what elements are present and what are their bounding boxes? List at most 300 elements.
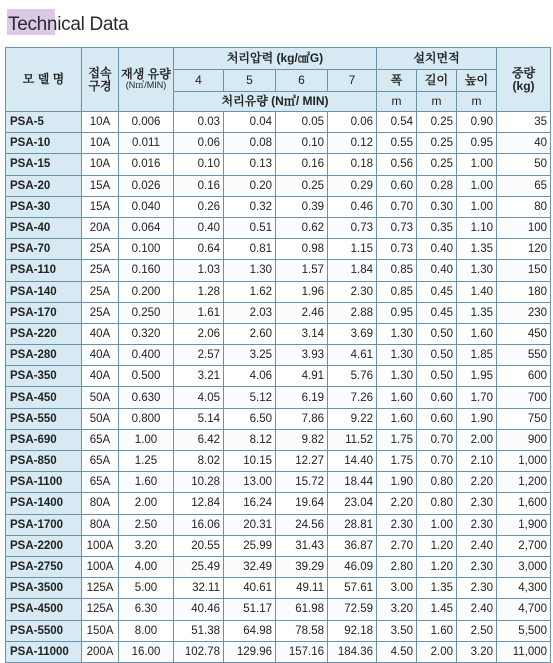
flow-6-cell: 2.46 bbox=[276, 302, 328, 323]
regen-flow-cell: 2.50 bbox=[119, 514, 174, 535]
height-cell: 1.35 bbox=[457, 239, 497, 260]
length-cell: 0.50 bbox=[417, 323, 457, 344]
model-cell: PSA-40 bbox=[6, 217, 82, 238]
flow-5-cell: 16.24 bbox=[224, 493, 276, 514]
weight-cell: 1,200 bbox=[497, 472, 551, 493]
weight-cell: 80 bbox=[497, 196, 551, 217]
flow-4-cell: 1.28 bbox=[174, 281, 224, 302]
connection-cell: 40A bbox=[82, 366, 119, 387]
width-cell: 1.60 bbox=[377, 408, 417, 429]
flow-4-cell: 102.78 bbox=[174, 641, 224, 662]
table-row bbox=[6, 472, 551, 493]
model-cell: PSA-1100 bbox=[6, 472, 82, 493]
table-row bbox=[6, 408, 551, 429]
height-cell: 2.00 bbox=[457, 429, 497, 450]
width-cell: 1.75 bbox=[377, 451, 417, 472]
flow-7-cell: 18.44 bbox=[328, 472, 377, 493]
flow-5-cell: 0.04 bbox=[224, 112, 276, 133]
height-cell: 2.10 bbox=[457, 451, 497, 472]
weight-cell: 11,000 bbox=[497, 641, 551, 662]
length-cell: 0.25 bbox=[417, 154, 457, 175]
table-row bbox=[6, 175, 551, 196]
weight-cell: 450 bbox=[497, 323, 551, 344]
flow-4-cell: 4.05 bbox=[174, 387, 224, 408]
connection-cell: 200A bbox=[82, 641, 119, 662]
width-cell: 0.85 bbox=[377, 281, 417, 302]
model-cell: PSA-4500 bbox=[6, 599, 82, 620]
table-row bbox=[6, 620, 551, 641]
weight-cell: 1,600 bbox=[497, 493, 551, 514]
connection-cell: 100A bbox=[82, 556, 119, 577]
width-cell: 2.20 bbox=[377, 493, 417, 514]
table-row bbox=[6, 345, 551, 366]
regen-flow-cell: 2.00 bbox=[119, 493, 174, 514]
weight-cell: 550 bbox=[497, 345, 551, 366]
header-pressure-5: 5 bbox=[224, 70, 276, 92]
connection-cell: 20A bbox=[82, 217, 119, 238]
table-row bbox=[6, 387, 551, 408]
weight-cell: 50 bbox=[497, 154, 551, 175]
header-connection: 접속 구경 bbox=[82, 48, 119, 112]
connection-cell: 80A bbox=[82, 514, 119, 535]
flow-6-cell: 0.25 bbox=[276, 175, 328, 196]
flow-4-cell: 1.61 bbox=[174, 302, 224, 323]
flow-4-cell: 1.03 bbox=[174, 260, 224, 281]
regen-flow-cell: 8.00 bbox=[119, 620, 174, 641]
flow-7-cell: 57.61 bbox=[328, 578, 377, 599]
length-cell: 0.70 bbox=[417, 429, 457, 450]
flow-7-cell: 28.81 bbox=[328, 514, 377, 535]
height-cell: 1.35 bbox=[457, 302, 497, 323]
flow-4-cell: 40.46 bbox=[174, 599, 224, 620]
regen-flow-cell: 1.00 bbox=[119, 429, 174, 450]
model-cell: PSA-850 bbox=[6, 451, 82, 472]
flow-5-cell: 0.32 bbox=[224, 196, 276, 217]
flow-4-cell: 3.21 bbox=[174, 366, 224, 387]
height-cell: 2.30 bbox=[457, 578, 497, 599]
table-body bbox=[6, 112, 551, 663]
connection-cell: 80A bbox=[82, 493, 119, 514]
length-cell: 0.40 bbox=[417, 239, 457, 260]
table-row bbox=[6, 366, 551, 387]
regen-flow-cell: 5.00 bbox=[119, 578, 174, 599]
length-cell: 2.00 bbox=[417, 641, 457, 662]
table-row bbox=[6, 429, 551, 450]
connection-cell: 125A bbox=[82, 599, 119, 620]
width-cell: 1.75 bbox=[377, 429, 417, 450]
weight-cell: 180 bbox=[497, 281, 551, 302]
flow-4-cell: 51.38 bbox=[174, 620, 224, 641]
regen-flow-cell: 0.800 bbox=[119, 408, 174, 429]
height-cell: 1.00 bbox=[457, 154, 497, 175]
height-cell: 2.20 bbox=[457, 472, 497, 493]
regen-flow-cell: 0.500 bbox=[119, 366, 174, 387]
flow-4-cell: 0.10 bbox=[174, 154, 224, 175]
model-cell: PSA-15 bbox=[6, 154, 82, 175]
model-cell: PSA-110 bbox=[6, 260, 82, 281]
flow-5-cell: 2.60 bbox=[224, 323, 276, 344]
table-row bbox=[6, 112, 551, 133]
connection-cell: 100A bbox=[82, 535, 119, 556]
flow-6-cell: 4.91 bbox=[276, 366, 328, 387]
height-cell: 0.90 bbox=[457, 112, 497, 133]
flow-5-cell: 0.13 bbox=[224, 154, 276, 175]
regen-flow-cell: 1.25 bbox=[119, 451, 174, 472]
flow-4-cell: 0.26 bbox=[174, 196, 224, 217]
model-cell: PSA-1400 bbox=[6, 493, 82, 514]
model-cell: PSA-280 bbox=[6, 345, 82, 366]
weight-cell: 1,000 bbox=[497, 451, 551, 472]
flow-7-cell: 0.12 bbox=[328, 133, 377, 154]
weight-cell: 40 bbox=[497, 133, 551, 154]
width-cell: 4.50 bbox=[377, 641, 417, 662]
flow-7-cell: 4.61 bbox=[328, 345, 377, 366]
regen-flow-cell: 0.011 bbox=[119, 133, 174, 154]
flow-5-cell: 0.51 bbox=[224, 217, 276, 238]
height-cell: 1.95 bbox=[457, 366, 497, 387]
flow-6-cell: 15.72 bbox=[276, 472, 328, 493]
technical-data-table bbox=[5, 47, 551, 663]
flow-6-cell: 39.29 bbox=[276, 556, 328, 577]
height-cell: 1.30 bbox=[457, 260, 497, 281]
height-cell: 1.00 bbox=[457, 196, 497, 217]
weight-cell: 900 bbox=[497, 429, 551, 450]
header-height-unit: m bbox=[457, 92, 497, 112]
flow-5-cell: 0.20 bbox=[224, 175, 276, 196]
connection-cell: 25A bbox=[82, 260, 119, 281]
model-cell: PSA-220 bbox=[6, 323, 82, 344]
table-row bbox=[6, 281, 551, 302]
flow-7-cell: 1.84 bbox=[328, 260, 377, 281]
flow-5-cell: 1.62 bbox=[224, 281, 276, 302]
header-height: 높이 bbox=[457, 70, 497, 92]
weight-cell: 100 bbox=[497, 217, 551, 238]
flow-6-cell: 0.39 bbox=[276, 196, 328, 217]
model-cell: PSA-140 bbox=[6, 281, 82, 302]
regen-flow-cell: 4.00 bbox=[119, 556, 174, 577]
weight-cell: 65 bbox=[497, 175, 551, 196]
regen-flow-cell: 0.400 bbox=[119, 345, 174, 366]
regen-flow-cell: 0.026 bbox=[119, 175, 174, 196]
header-pressure: 처리압력 (kg/㎠G) bbox=[174, 48, 377, 70]
length-cell: 0.25 bbox=[417, 133, 457, 154]
flow-7-cell: 9.22 bbox=[328, 408, 377, 429]
regen-flow-cell: 0.016 bbox=[119, 154, 174, 175]
header-width-unit: m bbox=[377, 92, 417, 112]
flow-7-cell: 2.30 bbox=[328, 281, 377, 302]
weight-cell: 4,700 bbox=[497, 599, 551, 620]
regen-flow-cell: 1.60 bbox=[119, 472, 174, 493]
flow-6-cell: 0.16 bbox=[276, 154, 328, 175]
flow-5-cell: 8.12 bbox=[224, 429, 276, 450]
model-cell: PSA-20 bbox=[6, 175, 82, 196]
connection-cell: 125A bbox=[82, 578, 119, 599]
flow-6-cell: 19.64 bbox=[276, 493, 328, 514]
weight-cell: 2,700 bbox=[497, 535, 551, 556]
length-cell: 0.70 bbox=[417, 451, 457, 472]
flow-5-cell: 51.17 bbox=[224, 599, 276, 620]
weight-cell: 230 bbox=[497, 302, 551, 323]
flow-7-cell: 23.04 bbox=[328, 493, 377, 514]
width-cell: 1.30 bbox=[377, 345, 417, 366]
flow-6-cell: 0.10 bbox=[276, 133, 328, 154]
flow-7-cell: 2.88 bbox=[328, 302, 377, 323]
regen-flow-cell: 0.250 bbox=[119, 302, 174, 323]
width-cell: 0.73 bbox=[377, 217, 417, 238]
width-cell: 2.30 bbox=[377, 514, 417, 535]
length-cell: 1.45 bbox=[417, 599, 457, 620]
model-cell: PSA-170 bbox=[6, 302, 82, 323]
model-cell: PSA-450 bbox=[6, 387, 82, 408]
regen-flow-cell: 3.20 bbox=[119, 535, 174, 556]
flow-5-cell: 32.49 bbox=[224, 556, 276, 577]
flow-4-cell: 0.40 bbox=[174, 217, 224, 238]
model-cell: PSA-11000 bbox=[6, 641, 82, 662]
flow-4-cell: 0.03 bbox=[174, 112, 224, 133]
weight-cell: 600 bbox=[497, 366, 551, 387]
connection-cell: 65A bbox=[82, 429, 119, 450]
height-cell: 1.40 bbox=[457, 281, 497, 302]
height-cell: 1.70 bbox=[457, 387, 497, 408]
model-cell: PSA-5 bbox=[6, 112, 82, 133]
width-cell: 3.20 bbox=[377, 599, 417, 620]
model-cell: PSA-2750 bbox=[6, 556, 82, 577]
regen-flow-cell: 0.160 bbox=[119, 260, 174, 281]
width-cell: 0.54 bbox=[377, 112, 417, 133]
flow-4-cell: 32.11 bbox=[174, 578, 224, 599]
flow-5-cell: 4.06 bbox=[224, 366, 276, 387]
table-row bbox=[6, 578, 551, 599]
flow-4-cell: 12.84 bbox=[174, 493, 224, 514]
width-cell: 0.55 bbox=[377, 133, 417, 154]
flow-6-cell: 1.57 bbox=[276, 260, 328, 281]
flow-5-cell: 5.12 bbox=[224, 387, 276, 408]
flow-6-cell: 3.14 bbox=[276, 323, 328, 344]
connection-cell: 65A bbox=[82, 472, 119, 493]
height-cell: 0.95 bbox=[457, 133, 497, 154]
flow-7-cell: 46.09 bbox=[328, 556, 377, 577]
flow-7-cell: 0.73 bbox=[328, 217, 377, 238]
weight-cell: 5,500 bbox=[497, 620, 551, 641]
length-cell: 0.50 bbox=[417, 366, 457, 387]
width-cell: 0.60 bbox=[377, 175, 417, 196]
flow-7-cell: 7.26 bbox=[328, 387, 377, 408]
table-row bbox=[6, 451, 551, 472]
model-cell: PSA-1700 bbox=[6, 514, 82, 535]
flow-4-cell: 5.14 bbox=[174, 408, 224, 429]
weight-cell: 750 bbox=[497, 408, 551, 429]
flow-4-cell: 6.42 bbox=[174, 429, 224, 450]
flow-5-cell: 20.31 bbox=[224, 514, 276, 535]
connection-cell: 40A bbox=[82, 345, 119, 366]
length-cell: 0.28 bbox=[417, 175, 457, 196]
flow-7-cell: 1.15 bbox=[328, 239, 377, 260]
header-width: 폭 bbox=[377, 70, 417, 92]
header-flow: 처리유량 (N㎥/ MIN) bbox=[174, 92, 377, 112]
header-dimensions: 설치면적 bbox=[377, 48, 497, 70]
weight-cell: 3,000 bbox=[497, 556, 551, 577]
flow-7-cell: 3.69 bbox=[328, 323, 377, 344]
weight-cell: 700 bbox=[497, 387, 551, 408]
connection-cell: 150A bbox=[82, 620, 119, 641]
flow-4-cell: 20.55 bbox=[174, 535, 224, 556]
model-cell: PSA-550 bbox=[6, 408, 82, 429]
flow-5-cell: 13.00 bbox=[224, 472, 276, 493]
header-length-unit: m bbox=[417, 92, 457, 112]
flow-7-cell: 0.06 bbox=[328, 112, 377, 133]
length-cell: 1.20 bbox=[417, 556, 457, 577]
length-cell: 1.35 bbox=[417, 578, 457, 599]
flow-6-cell: 24.56 bbox=[276, 514, 328, 535]
height-cell: 2.30 bbox=[457, 493, 497, 514]
height-cell: 2.30 bbox=[457, 514, 497, 535]
width-cell: 1.60 bbox=[377, 387, 417, 408]
flow-6-cell: 9.82 bbox=[276, 429, 328, 450]
connection-cell: 10A bbox=[82, 112, 119, 133]
connection-cell: 15A bbox=[82, 196, 119, 217]
model-cell: PSA-5500 bbox=[6, 620, 82, 641]
table-row bbox=[6, 556, 551, 577]
regen-flow-cell: 0.630 bbox=[119, 387, 174, 408]
connection-cell: 10A bbox=[82, 133, 119, 154]
height-cell: 2.40 bbox=[457, 599, 497, 620]
flow-6-cell: 31.43 bbox=[276, 535, 328, 556]
connection-cell: 10A bbox=[82, 154, 119, 175]
flow-7-cell: 0.18 bbox=[328, 154, 377, 175]
flow-5-cell: 129.96 bbox=[224, 641, 276, 662]
width-cell: 1.90 bbox=[377, 472, 417, 493]
flow-5-cell: 3.25 bbox=[224, 345, 276, 366]
flow-4-cell: 8.02 bbox=[174, 451, 224, 472]
flow-7-cell: 5.76 bbox=[328, 366, 377, 387]
flow-5-cell: 10.15 bbox=[224, 451, 276, 472]
height-cell: 1.10 bbox=[457, 217, 497, 238]
model-cell: PSA-70 bbox=[6, 239, 82, 260]
header-model: 모 델 명 bbox=[6, 48, 82, 112]
flow-4-cell: 2.06 bbox=[174, 323, 224, 344]
flow-7-cell: 184.36 bbox=[328, 641, 377, 662]
width-cell: 3.50 bbox=[377, 620, 417, 641]
height-cell: 1.00 bbox=[457, 175, 497, 196]
width-cell: 0.70 bbox=[377, 196, 417, 217]
height-cell: 2.30 bbox=[457, 556, 497, 577]
flow-6-cell: 0.05 bbox=[276, 112, 328, 133]
flow-6-cell: 0.98 bbox=[276, 239, 328, 260]
flow-4-cell: 25.49 bbox=[174, 556, 224, 577]
flow-5-cell: 6.50 bbox=[224, 408, 276, 429]
flow-4-cell: 10.28 bbox=[174, 472, 224, 493]
flow-6-cell: 3.93 bbox=[276, 345, 328, 366]
height-cell: 1.85 bbox=[457, 345, 497, 366]
header-regen-flow: 재생 유량 (N㎥/MIN) bbox=[119, 48, 174, 112]
width-cell: 1.30 bbox=[377, 323, 417, 344]
flow-7-cell: 11.52 bbox=[328, 429, 377, 450]
header-weight: 중량 (kg) bbox=[497, 48, 551, 112]
width-cell: 1.30 bbox=[377, 366, 417, 387]
length-cell: 0.50 bbox=[417, 345, 457, 366]
header-pressure-7: 7 bbox=[328, 70, 377, 92]
flow-4-cell: 0.06 bbox=[174, 133, 224, 154]
table-row bbox=[6, 239, 551, 260]
table-row bbox=[6, 514, 551, 535]
flow-4-cell: 2.57 bbox=[174, 345, 224, 366]
length-cell: 1.60 bbox=[417, 620, 457, 641]
table-row bbox=[6, 323, 551, 344]
length-cell: 0.80 bbox=[417, 493, 457, 514]
table-row bbox=[6, 260, 551, 281]
height-cell: 3.20 bbox=[457, 641, 497, 662]
flow-6-cell: 12.27 bbox=[276, 451, 328, 472]
flow-4-cell: 16.06 bbox=[174, 514, 224, 535]
length-cell: 0.60 bbox=[417, 408, 457, 429]
flow-7-cell: 14.40 bbox=[328, 451, 377, 472]
weight-cell: 120 bbox=[497, 239, 551, 260]
flow-5-cell: 40.61 bbox=[224, 578, 276, 599]
length-cell: 1.20 bbox=[417, 535, 457, 556]
width-cell: 2.80 bbox=[377, 556, 417, 577]
table-row bbox=[6, 302, 551, 323]
table-header bbox=[6, 48, 551, 112]
weight-cell: 4,300 bbox=[497, 578, 551, 599]
regen-flow-cell: 6.30 bbox=[119, 599, 174, 620]
connection-cell: 65A bbox=[82, 451, 119, 472]
connection-cell: 50A bbox=[82, 387, 119, 408]
table-row bbox=[6, 535, 551, 556]
regen-flow-cell: 0.100 bbox=[119, 239, 174, 260]
table-row bbox=[6, 154, 551, 175]
connection-cell: 25A bbox=[82, 239, 119, 260]
flow-4-cell: 0.64 bbox=[174, 239, 224, 260]
length-cell: 0.30 bbox=[417, 196, 457, 217]
model-cell: PSA-350 bbox=[6, 366, 82, 387]
length-cell: 0.45 bbox=[417, 302, 457, 323]
width-cell: 0.73 bbox=[377, 239, 417, 260]
flow-6-cell: 61.98 bbox=[276, 599, 328, 620]
regen-flow-cell: 0.006 bbox=[119, 112, 174, 133]
model-cell: PSA-3500 bbox=[6, 578, 82, 599]
length-cell: 0.35 bbox=[417, 217, 457, 238]
connection-cell: 25A bbox=[82, 302, 119, 323]
flow-5-cell: 25.99 bbox=[224, 535, 276, 556]
flow-6-cell: 7.86 bbox=[276, 408, 328, 429]
model-cell: PSA-690 bbox=[6, 429, 82, 450]
height-cell: 1.90 bbox=[457, 408, 497, 429]
regen-flow-cell: 0.040 bbox=[119, 196, 174, 217]
flow-6-cell: 157.16 bbox=[276, 641, 328, 662]
flow-5-cell: 1.30 bbox=[224, 260, 276, 281]
length-cell: 0.25 bbox=[417, 112, 457, 133]
model-cell: PSA-2200 bbox=[6, 535, 82, 556]
weight-cell: 150 bbox=[497, 260, 551, 281]
regen-flow-cell: 0.200 bbox=[119, 281, 174, 302]
flow-6-cell: 6.19 bbox=[276, 387, 328, 408]
regen-flow-cell: 0.320 bbox=[119, 323, 174, 344]
flow-7-cell: 92.18 bbox=[328, 620, 377, 641]
height-cell: 2.40 bbox=[457, 535, 497, 556]
flow-4-cell: 0.16 bbox=[174, 175, 224, 196]
height-cell: 2.50 bbox=[457, 620, 497, 641]
flow-6-cell: 49.11 bbox=[276, 578, 328, 599]
table-row bbox=[6, 196, 551, 217]
connection-cell: 15A bbox=[82, 175, 119, 196]
weight-cell: 1,900 bbox=[497, 514, 551, 535]
width-cell: 0.56 bbox=[377, 154, 417, 175]
table-row bbox=[6, 599, 551, 620]
flow-6-cell: 0.62 bbox=[276, 217, 328, 238]
table-row bbox=[6, 133, 551, 154]
connection-cell: 40A bbox=[82, 323, 119, 344]
table-row bbox=[6, 217, 551, 238]
